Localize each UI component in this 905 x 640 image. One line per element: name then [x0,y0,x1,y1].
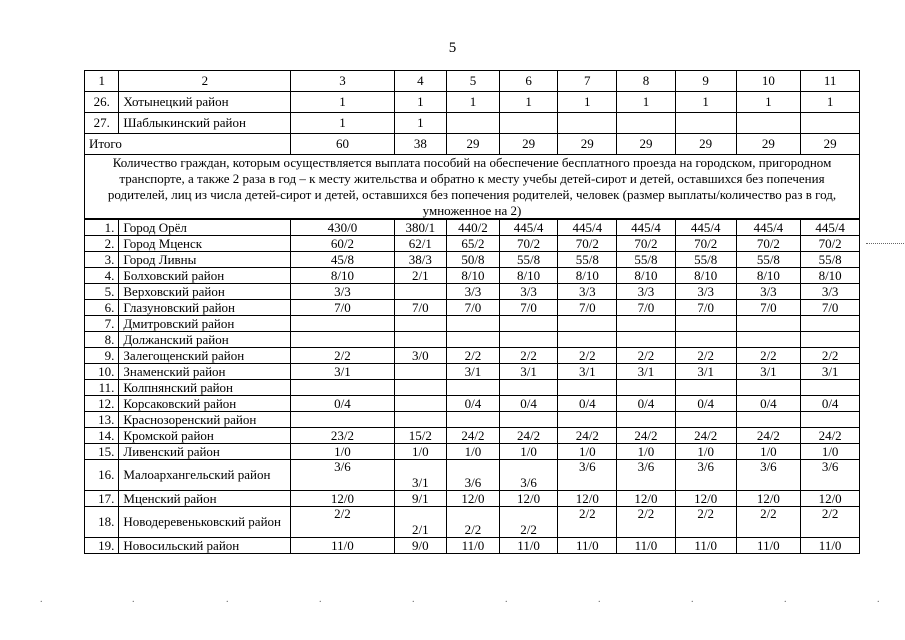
total-value: 29 [675,134,736,155]
value-cell: 2/1 [394,507,447,538]
row-number: 12. [85,396,119,412]
value-cell: 24/2 [617,428,676,444]
value-cell: 3/6 [291,460,394,491]
value-cell: 1 [736,92,801,113]
value-cell: 1 [291,92,394,113]
value-cell: 0/4 [801,396,860,412]
value-cell: 3/3 [617,284,676,300]
table-row [85,236,860,252]
column-number: 2 [119,71,291,92]
value-cell: 2/2 [499,507,558,538]
value-cell: 70/2 [499,236,558,252]
value-cell: 3/1 [675,364,736,380]
value-cell [736,113,801,134]
total-value: 29 [801,134,860,155]
value-cell: 50/8 [447,252,500,268]
value-cell: 11/0 [801,538,860,554]
column-number: 3 [291,71,394,92]
value-cell: 3/3 [558,284,617,300]
value-cell [617,412,676,428]
value-cell: 8/10 [801,268,860,284]
value-cell: 8/10 [499,268,558,284]
value-cell: 0/4 [291,396,394,412]
value-cell: 3/1 [447,364,500,380]
value-cell: 1/0 [675,444,736,460]
value-cell [447,332,500,348]
value-cell: 24/2 [447,428,500,444]
value-cell: 2/2 [675,348,736,364]
value-cell: 2/2 [617,348,676,364]
value-cell [736,412,801,428]
value-cell [291,380,394,396]
table-row [85,507,860,538]
value-cell: 23/2 [291,428,394,444]
value-cell: 3/6 [675,460,736,491]
value-cell: 2/1 [394,268,447,284]
header-table [84,70,860,155]
row-number: 19. [85,538,119,554]
value-cell: 1 [617,92,676,113]
value-cell: 1 [291,113,394,134]
value-cell: 11/0 [291,538,394,554]
value-cell: 12/0 [675,491,736,507]
value-cell [801,380,860,396]
district-name: Краснозоренский район [119,412,291,428]
value-cell: 2/2 [558,348,617,364]
value-cell: 12/0 [291,491,394,507]
value-cell [499,113,558,134]
value-cell: 3/1 [394,460,447,491]
value-cell: 1/0 [394,444,447,460]
value-cell: 2/2 [617,507,676,538]
value-cell [736,316,801,332]
value-cell: 8/10 [447,268,500,284]
value-cell: 11/0 [447,538,500,554]
row-number: 3. [85,252,119,268]
value-cell: 3/3 [736,284,801,300]
value-cell: 9/1 [394,491,447,507]
value-cell: 70/2 [558,236,617,252]
district-name: Город Мценск [119,236,291,252]
value-cell: 70/2 [801,236,860,252]
value-cell: 2/2 [447,507,500,538]
value-cell: 11/0 [617,538,676,554]
table-row [85,348,860,364]
district-name: Должанский район [119,332,291,348]
value-cell [499,412,558,428]
district-name: Хотынецкий район [119,92,291,113]
value-cell: 1/0 [558,444,617,460]
total-row [85,134,860,155]
value-cell [558,380,617,396]
value-cell [558,316,617,332]
table-row [85,428,860,444]
value-cell: 24/2 [675,428,736,444]
value-cell: 1 [499,92,558,113]
district-name: Залегощенский район [119,348,291,364]
value-cell: 3/3 [801,284,860,300]
row-number: 9. [85,348,119,364]
value-cell: 1/0 [736,444,801,460]
row-number: 17. [85,491,119,507]
value-cell: 24/2 [736,428,801,444]
value-cell: 7/0 [447,300,500,316]
row-number: 4. [85,268,119,284]
column-number: 11 [801,71,860,92]
value-cell: 60/2 [291,236,394,252]
value-cell [801,412,860,428]
value-cell: 8/10 [558,268,617,284]
row-number: 16. [85,460,119,491]
value-cell [499,332,558,348]
value-cell: 1 [675,92,736,113]
value-cell: 7/0 [617,300,676,316]
scan-dots: . . . . . . . . . . [40,594,880,605]
value-cell: 8/10 [675,268,736,284]
value-cell [617,113,676,134]
value-cell: 2/2 [736,507,801,538]
value-cell: 445/4 [675,220,736,236]
value-cell: 2/2 [558,507,617,538]
district-name: Дмитровский район [119,316,291,332]
value-cell [801,113,860,134]
value-cell [801,332,860,348]
value-cell: 7/0 [675,300,736,316]
district-name: Город Ливны [119,252,291,268]
row-number: 7. [85,316,119,332]
value-cell: 1/0 [447,444,500,460]
value-cell: 3/1 [291,364,394,380]
value-cell [801,316,860,332]
value-cell: 12/0 [499,491,558,507]
table-row [85,460,860,491]
value-cell: 3/1 [801,364,860,380]
value-cell: 3/6 [558,460,617,491]
value-cell: 7/0 [736,300,801,316]
value-cell: 11/0 [736,538,801,554]
value-cell: 8/10 [291,268,394,284]
value-cell: 1/0 [499,444,558,460]
value-cell: 3/6 [801,460,860,491]
value-cell: 38/3 [394,252,447,268]
value-cell [617,332,676,348]
value-cell: 2/2 [736,348,801,364]
table-row [85,396,860,412]
total-value: 29 [736,134,801,155]
table-row [85,332,860,348]
district-name: Новосильский район [119,538,291,554]
value-cell: 70/2 [675,236,736,252]
value-cell [617,380,676,396]
value-cell: 55/8 [675,252,736,268]
value-cell: 0/4 [617,396,676,412]
value-cell: 3/3 [291,284,394,300]
table-row [85,284,860,300]
value-cell: 55/8 [736,252,801,268]
value-cell: 0/4 [447,396,500,412]
value-cell: 12/0 [801,491,860,507]
row-number: 18. [85,507,119,538]
value-cell: 3/3 [499,284,558,300]
column-number: 8 [617,71,676,92]
value-cell [394,332,447,348]
value-cell [558,332,617,348]
value-cell [291,316,394,332]
row-number: 15. [85,444,119,460]
table-row [85,252,860,268]
value-cell: 440/2 [447,220,500,236]
value-cell: 2/2 [801,348,860,364]
value-cell: 55/8 [499,252,558,268]
payments-table [84,219,860,554]
value-cell: 2/2 [291,348,394,364]
value-cell: 1 [447,92,500,113]
value-cell [499,316,558,332]
total-value: 29 [447,134,500,155]
row-number: 6. [85,300,119,316]
value-cell: 445/4 [558,220,617,236]
value-cell: 0/4 [499,396,558,412]
value-cell: 3/3 [675,284,736,300]
district-name: Шаблыкинский район [119,113,291,134]
value-cell: 70/2 [736,236,801,252]
column-number-row [85,71,860,92]
total-value: 60 [291,134,394,155]
total-value: 29 [617,134,676,155]
table-row [85,444,860,460]
value-cell: 3/3 [447,284,500,300]
value-cell: 2/2 [801,507,860,538]
value-cell [558,113,617,134]
value-cell: 8/10 [736,268,801,284]
district-name: Болховский район [119,268,291,284]
value-cell: 55/8 [558,252,617,268]
value-cell: 45/8 [291,252,394,268]
total-value: 29 [499,134,558,155]
table-row [85,316,860,332]
page-number: 5 [448,40,457,56]
value-cell: 445/4 [617,220,676,236]
value-cell: 12/0 [447,491,500,507]
value-cell: 3/1 [558,364,617,380]
value-cell [291,332,394,348]
value-cell [675,316,736,332]
value-cell [291,412,394,428]
value-cell [394,316,447,332]
row-number: 5. [85,284,119,300]
value-cell: 24/2 [801,428,860,444]
district-name: Глазуновский район [119,300,291,316]
value-cell: 3/1 [617,364,676,380]
value-cell: 380/1 [394,220,447,236]
value-cell: 3/6 [617,460,676,491]
value-cell: 0/4 [558,396,617,412]
table-row [85,268,860,284]
value-cell: 12/0 [736,491,801,507]
table-row [85,491,860,507]
table-row [85,113,860,134]
table-row [85,220,860,236]
value-cell [394,364,447,380]
value-cell: 3/6 [499,460,558,491]
row-number: 11. [85,380,119,396]
value-cell: 430/0 [291,220,394,236]
district-name: Корсаковский район [119,396,291,412]
value-cell: 1/0 [291,444,394,460]
district-name: Колпнянский район [119,380,291,396]
column-number: 10 [736,71,801,92]
district-name: Город Орёл [119,220,291,236]
table-row [85,300,860,316]
value-cell [736,380,801,396]
district-name: Новодеревеньковский район [119,507,291,538]
row-number: 13. [85,412,119,428]
row-number: 27. [85,113,119,134]
value-cell: 3/6 [736,460,801,491]
value-cell [394,396,447,412]
row-number: 2. [85,236,119,252]
value-cell [447,113,500,134]
value-cell: 2/2 [291,507,394,538]
value-cell: 55/8 [801,252,860,268]
value-cell: 11/0 [558,538,617,554]
value-cell [675,332,736,348]
row-number: 10. [85,364,119,380]
district-name: Мценский район [119,491,291,507]
value-cell: 70/2 [617,236,676,252]
value-cell: 1 [394,92,447,113]
value-cell: 1 [394,113,447,134]
margin-mark [866,243,904,244]
value-cell: 3/1 [736,364,801,380]
value-cell: 0/4 [736,396,801,412]
total-value: 38 [394,134,447,155]
district-name: Ливенский район [119,444,291,460]
column-number: 4 [394,71,447,92]
value-cell [675,380,736,396]
value-cell [675,412,736,428]
value-cell: 7/0 [394,300,447,316]
district-name: Знаменский район [119,364,291,380]
value-cell: 7/0 [291,300,394,316]
value-cell: 9/0 [394,538,447,554]
column-number: 1 [85,71,119,92]
column-number: 6 [499,71,558,92]
section-description: Количество граждан, которым осуществляется выплата пособий на обеспечение бесплатного проезда на городском, пригородном транспорте, а также 2 раза в год – к месту жительства и обратно к месту учебы детей-сирот и детей, оставшихся без попечения родителей, лиц из числа детей-сирот и детей, оставшихся без попечения родителей, человек (размер выплаты/количество раз в год, умноженное на 2) [84,153,860,219]
value-cell: 12/0 [558,491,617,507]
value-cell: 3/6 [447,460,500,491]
value-cell: 1 [801,92,860,113]
column-number: 5 [447,71,500,92]
table-row [85,412,860,428]
value-cell: 7/0 [499,300,558,316]
value-cell [394,380,447,396]
value-cell: 7/0 [801,300,860,316]
value-cell: 15/2 [394,428,447,444]
value-cell [447,316,500,332]
value-cell: 445/4 [499,220,558,236]
value-cell [499,380,558,396]
value-cell: 2/2 [447,348,500,364]
table-row [85,538,860,554]
total-value: 29 [558,134,617,155]
value-cell [394,412,447,428]
value-cell: 8/10 [617,268,676,284]
value-cell: 3/1 [499,364,558,380]
value-cell [558,412,617,428]
value-cell [617,316,676,332]
value-cell: 445/4 [736,220,801,236]
district-name: Малоархангельский район [119,460,291,491]
value-cell: 3/0 [394,348,447,364]
value-cell [394,284,447,300]
value-cell: 12/0 [617,491,676,507]
column-number: 9 [675,71,736,92]
row-number: 26. [85,92,119,113]
value-cell: 65/2 [447,236,500,252]
value-cell: 11/0 [499,538,558,554]
column-number: 7 [558,71,617,92]
value-cell [736,332,801,348]
table-row [85,380,860,396]
value-cell: 7/0 [558,300,617,316]
value-cell: 1/0 [801,444,860,460]
total-label: Итого [85,134,291,155]
value-cell: 2/2 [499,348,558,364]
district-name: Верховский район [119,284,291,300]
value-cell [447,380,500,396]
value-cell: 11/0 [675,538,736,554]
row-number: 8. [85,332,119,348]
table-row [85,364,860,380]
value-cell [447,412,500,428]
value-cell: 62/1 [394,236,447,252]
value-cell: 1 [558,92,617,113]
value-cell [675,113,736,134]
value-cell: 0/4 [675,396,736,412]
row-number: 1. [85,220,119,236]
value-cell: 24/2 [499,428,558,444]
district-name: Кромской район [119,428,291,444]
row-number: 14. [85,428,119,444]
value-cell: 445/4 [801,220,860,236]
value-cell: 1/0 [617,444,676,460]
value-cell: 55/8 [617,252,676,268]
value-cell: 24/2 [558,428,617,444]
value-cell: 2/2 [675,507,736,538]
table-row [85,92,860,113]
